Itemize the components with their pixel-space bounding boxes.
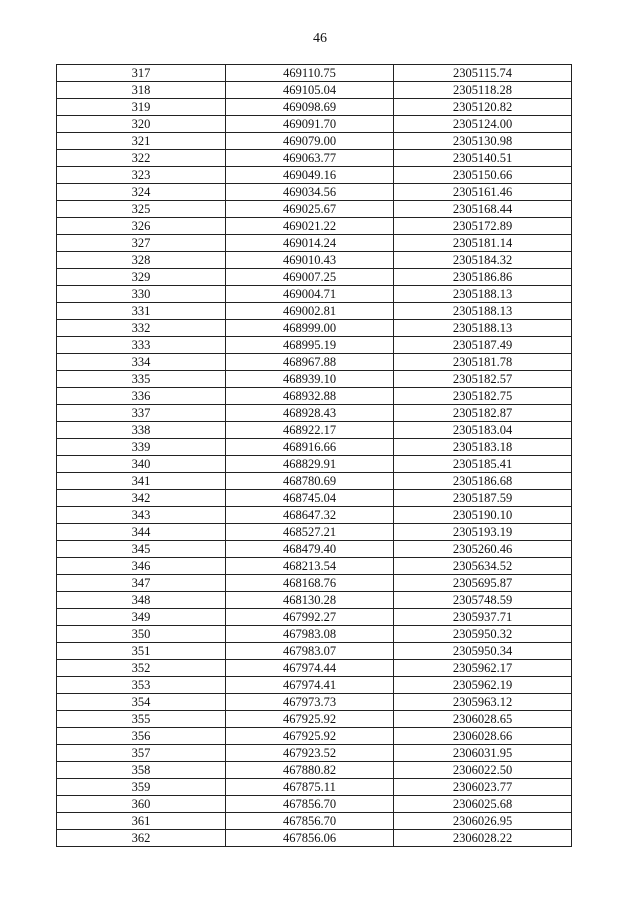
point-number-cell: 342 [57, 490, 226, 507]
y-coordinate-cell: 2305120.82 [394, 99, 572, 116]
point-number-cell: 346 [57, 558, 226, 575]
point-number-cell: 356 [57, 728, 226, 745]
table-row [57, 813, 572, 830]
table-row [57, 303, 572, 320]
point-number-cell: 361 [57, 813, 226, 830]
y-coordinate-cell: 2305140.51 [394, 150, 572, 167]
x-coordinate-cell: 468939.10 [226, 371, 394, 388]
y-coordinate-cell: 2305150.66 [394, 167, 572, 184]
point-number-cell: 354 [57, 694, 226, 711]
y-coordinate-cell: 2305188.13 [394, 303, 572, 320]
table-row [57, 65, 572, 82]
table-row [57, 694, 572, 711]
y-coordinate-cell: 2306023.77 [394, 779, 572, 796]
table-row [57, 643, 572, 660]
y-coordinate-cell: 2305124.00 [394, 116, 572, 133]
point-number-cell: 359 [57, 779, 226, 796]
point-number-cell: 333 [57, 337, 226, 354]
y-coordinate-cell: 2305187.49 [394, 337, 572, 354]
table-row [57, 235, 572, 252]
x-coordinate-cell: 469007.25 [226, 269, 394, 286]
point-number-cell: 336 [57, 388, 226, 405]
y-coordinate-cell: 2306026.95 [394, 813, 572, 830]
y-coordinate-cell: 2306025.68 [394, 796, 572, 813]
x-coordinate-cell: 467925.92 [226, 711, 394, 728]
x-coordinate-cell: 468999.00 [226, 320, 394, 337]
table-row [57, 575, 572, 592]
table-row [57, 133, 572, 150]
table-row [57, 762, 572, 779]
y-coordinate-cell: 2305193.19 [394, 524, 572, 541]
point-number-cell: 323 [57, 167, 226, 184]
point-number-cell: 360 [57, 796, 226, 813]
point-number-cell: 341 [57, 473, 226, 490]
y-coordinate-cell: 2305181.78 [394, 354, 572, 371]
page-number: 46 [313, 31, 327, 46]
y-coordinate-cell: 2305185.41 [394, 456, 572, 473]
x-coordinate-cell: 468527.21 [226, 524, 394, 541]
table-row [57, 201, 572, 218]
point-number-cell: 330 [57, 286, 226, 303]
table-row [57, 82, 572, 99]
y-coordinate-cell: 2306022.50 [394, 762, 572, 779]
x-coordinate-cell: 467925.92 [226, 728, 394, 745]
point-number-cell: 317 [57, 65, 226, 82]
point-number-cell: 344 [57, 524, 226, 541]
table-row [57, 677, 572, 694]
x-coordinate-cell: 467973.73 [226, 694, 394, 711]
x-coordinate-cell: 467983.07 [226, 643, 394, 660]
y-coordinate-cell: 2305962.19 [394, 677, 572, 694]
y-coordinate-cell: 2305172.89 [394, 218, 572, 235]
x-coordinate-cell: 467856.06 [226, 830, 394, 847]
table-row [57, 473, 572, 490]
table-row [57, 779, 572, 796]
table-row [57, 320, 572, 337]
point-number-cell: 328 [57, 252, 226, 269]
x-coordinate-cell: 467983.08 [226, 626, 394, 643]
x-coordinate-cell: 468928.43 [226, 405, 394, 422]
y-coordinate-cell: 2305937.71 [394, 609, 572, 626]
table-row [57, 269, 572, 286]
table-row [57, 150, 572, 167]
y-coordinate-cell: 2305118.28 [394, 82, 572, 99]
x-coordinate-cell: 468745.04 [226, 490, 394, 507]
table-row [57, 592, 572, 609]
x-coordinate-cell: 469105.04 [226, 82, 394, 99]
x-coordinate-cell: 469002.81 [226, 303, 394, 320]
x-coordinate-cell: 469025.67 [226, 201, 394, 218]
table-row [57, 354, 572, 371]
point-number-cell: 352 [57, 660, 226, 677]
x-coordinate-cell: 467856.70 [226, 796, 394, 813]
y-coordinate-cell: 2305130.98 [394, 133, 572, 150]
point-number-cell: 343 [57, 507, 226, 524]
point-number-cell: 319 [57, 99, 226, 116]
point-number-cell: 347 [57, 575, 226, 592]
point-number-cell: 355 [57, 711, 226, 728]
x-coordinate-cell: 469098.69 [226, 99, 394, 116]
table-row [57, 405, 572, 422]
point-number-cell: 335 [57, 371, 226, 388]
y-coordinate-cell: 2305182.87 [394, 405, 572, 422]
table-row [57, 609, 572, 626]
point-number-cell: 350 [57, 626, 226, 643]
table-row [57, 456, 572, 473]
y-coordinate-cell: 2305634.52 [394, 558, 572, 575]
table-row [57, 711, 572, 728]
y-coordinate-cell: 2305115.74 [394, 65, 572, 82]
y-coordinate-cell: 2305188.13 [394, 286, 572, 303]
point-number-cell: 331 [57, 303, 226, 320]
point-number-cell: 326 [57, 218, 226, 235]
point-number-cell: 357 [57, 745, 226, 762]
x-coordinate-cell: 468995.19 [226, 337, 394, 354]
y-coordinate-cell: 2306031.95 [394, 745, 572, 762]
x-coordinate-cell: 467880.82 [226, 762, 394, 779]
point-number-cell: 339 [57, 439, 226, 456]
point-number-cell: 362 [57, 830, 226, 847]
y-coordinate-cell: 2305950.32 [394, 626, 572, 643]
x-coordinate-cell: 468922.17 [226, 422, 394, 439]
point-number-cell: 320 [57, 116, 226, 133]
point-number-cell: 349 [57, 609, 226, 626]
x-coordinate-cell: 469034.56 [226, 184, 394, 201]
y-coordinate-cell: 2305183.04 [394, 422, 572, 439]
table-row [57, 745, 572, 762]
x-coordinate-cell: 467992.27 [226, 609, 394, 626]
x-coordinate-cell: 469010.43 [226, 252, 394, 269]
y-coordinate-cell: 2305260.46 [394, 541, 572, 558]
table-row [57, 388, 572, 405]
point-number-cell: 337 [57, 405, 226, 422]
y-coordinate-cell: 2305181.14 [394, 235, 572, 252]
x-coordinate-cell: 468780.69 [226, 473, 394, 490]
table-row [57, 728, 572, 745]
x-coordinate-cell: 468829.91 [226, 456, 394, 473]
table-row [57, 830, 572, 847]
x-coordinate-cell: 468213.54 [226, 558, 394, 575]
x-coordinate-cell: 468967.88 [226, 354, 394, 371]
point-number-cell: 329 [57, 269, 226, 286]
y-coordinate-cell: 2305168.44 [394, 201, 572, 218]
table-row [57, 184, 572, 201]
point-number-cell: 345 [57, 541, 226, 558]
table-row [57, 507, 572, 524]
x-coordinate-cell: 467974.44 [226, 660, 394, 677]
point-number-cell: 334 [57, 354, 226, 371]
x-coordinate-cell: 468130.28 [226, 592, 394, 609]
x-coordinate-cell: 469004.71 [226, 286, 394, 303]
point-number-cell: 327 [57, 235, 226, 252]
table-row [57, 626, 572, 643]
x-coordinate-cell: 468647.32 [226, 507, 394, 524]
point-number-cell: 348 [57, 592, 226, 609]
coordinates-table-body [57, 65, 572, 847]
y-coordinate-cell: 2305184.32 [394, 252, 572, 269]
x-coordinate-cell: 468168.76 [226, 575, 394, 592]
y-coordinate-cell: 2305188.13 [394, 320, 572, 337]
y-coordinate-cell: 2305182.57 [394, 371, 572, 388]
point-number-cell: 353 [57, 677, 226, 694]
y-coordinate-cell: 2305190.10 [394, 507, 572, 524]
point-number-cell: 338 [57, 422, 226, 439]
table-row [57, 218, 572, 235]
point-number-cell: 321 [57, 133, 226, 150]
x-coordinate-cell: 469021.22 [226, 218, 394, 235]
y-coordinate-cell: 2305187.59 [394, 490, 572, 507]
y-coordinate-cell: 2306028.22 [394, 830, 572, 847]
x-coordinate-cell: 469049.16 [226, 167, 394, 184]
y-coordinate-cell: 2305161.46 [394, 184, 572, 201]
x-coordinate-cell: 468916.66 [226, 439, 394, 456]
y-coordinate-cell: 2305748.59 [394, 592, 572, 609]
y-coordinate-cell: 2305186.86 [394, 269, 572, 286]
y-coordinate-cell: 2306028.65 [394, 711, 572, 728]
table-row [57, 422, 572, 439]
point-number-cell: 351 [57, 643, 226, 660]
table-row [57, 524, 572, 541]
x-coordinate-cell: 467923.52 [226, 745, 394, 762]
y-coordinate-cell: 2305183.18 [394, 439, 572, 456]
point-number-cell: 358 [57, 762, 226, 779]
x-coordinate-cell: 469063.77 [226, 150, 394, 167]
y-coordinate-cell: 2305950.34 [394, 643, 572, 660]
table-row [57, 796, 572, 813]
point-number-cell: 340 [57, 456, 226, 473]
table-row [57, 490, 572, 507]
x-coordinate-cell: 469110.75 [226, 65, 394, 82]
table-row [57, 116, 572, 133]
y-coordinate-cell: 2305963.12 [394, 694, 572, 711]
point-number-cell: 325 [57, 201, 226, 218]
y-coordinate-cell: 2305695.87 [394, 575, 572, 592]
table-row [57, 252, 572, 269]
table-row [57, 439, 572, 456]
x-coordinate-cell: 469014.24 [226, 235, 394, 252]
y-coordinate-cell: 2306028.66 [394, 728, 572, 745]
point-number-cell: 324 [57, 184, 226, 201]
table-row [57, 337, 572, 354]
x-coordinate-cell: 467974.41 [226, 677, 394, 694]
table-row [57, 286, 572, 303]
point-number-cell: 322 [57, 150, 226, 167]
table-row [57, 167, 572, 184]
table-row [57, 99, 572, 116]
coordinates-table [56, 64, 572, 847]
y-coordinate-cell: 2305962.17 [394, 660, 572, 677]
point-number-cell: 318 [57, 82, 226, 99]
x-coordinate-cell: 468932.88 [226, 388, 394, 405]
x-coordinate-cell: 468479.40 [226, 541, 394, 558]
table-row [57, 558, 572, 575]
x-coordinate-cell: 469091.70 [226, 116, 394, 133]
y-coordinate-cell: 2305182.75 [394, 388, 572, 405]
point-number-cell: 332 [57, 320, 226, 337]
x-coordinate-cell: 467875.11 [226, 779, 394, 796]
y-coordinate-cell: 2305186.68 [394, 473, 572, 490]
x-coordinate-cell: 469079.00 [226, 133, 394, 150]
x-coordinate-cell: 467856.70 [226, 813, 394, 830]
table-row [57, 541, 572, 558]
table-row [57, 660, 572, 677]
table-row [57, 371, 572, 388]
